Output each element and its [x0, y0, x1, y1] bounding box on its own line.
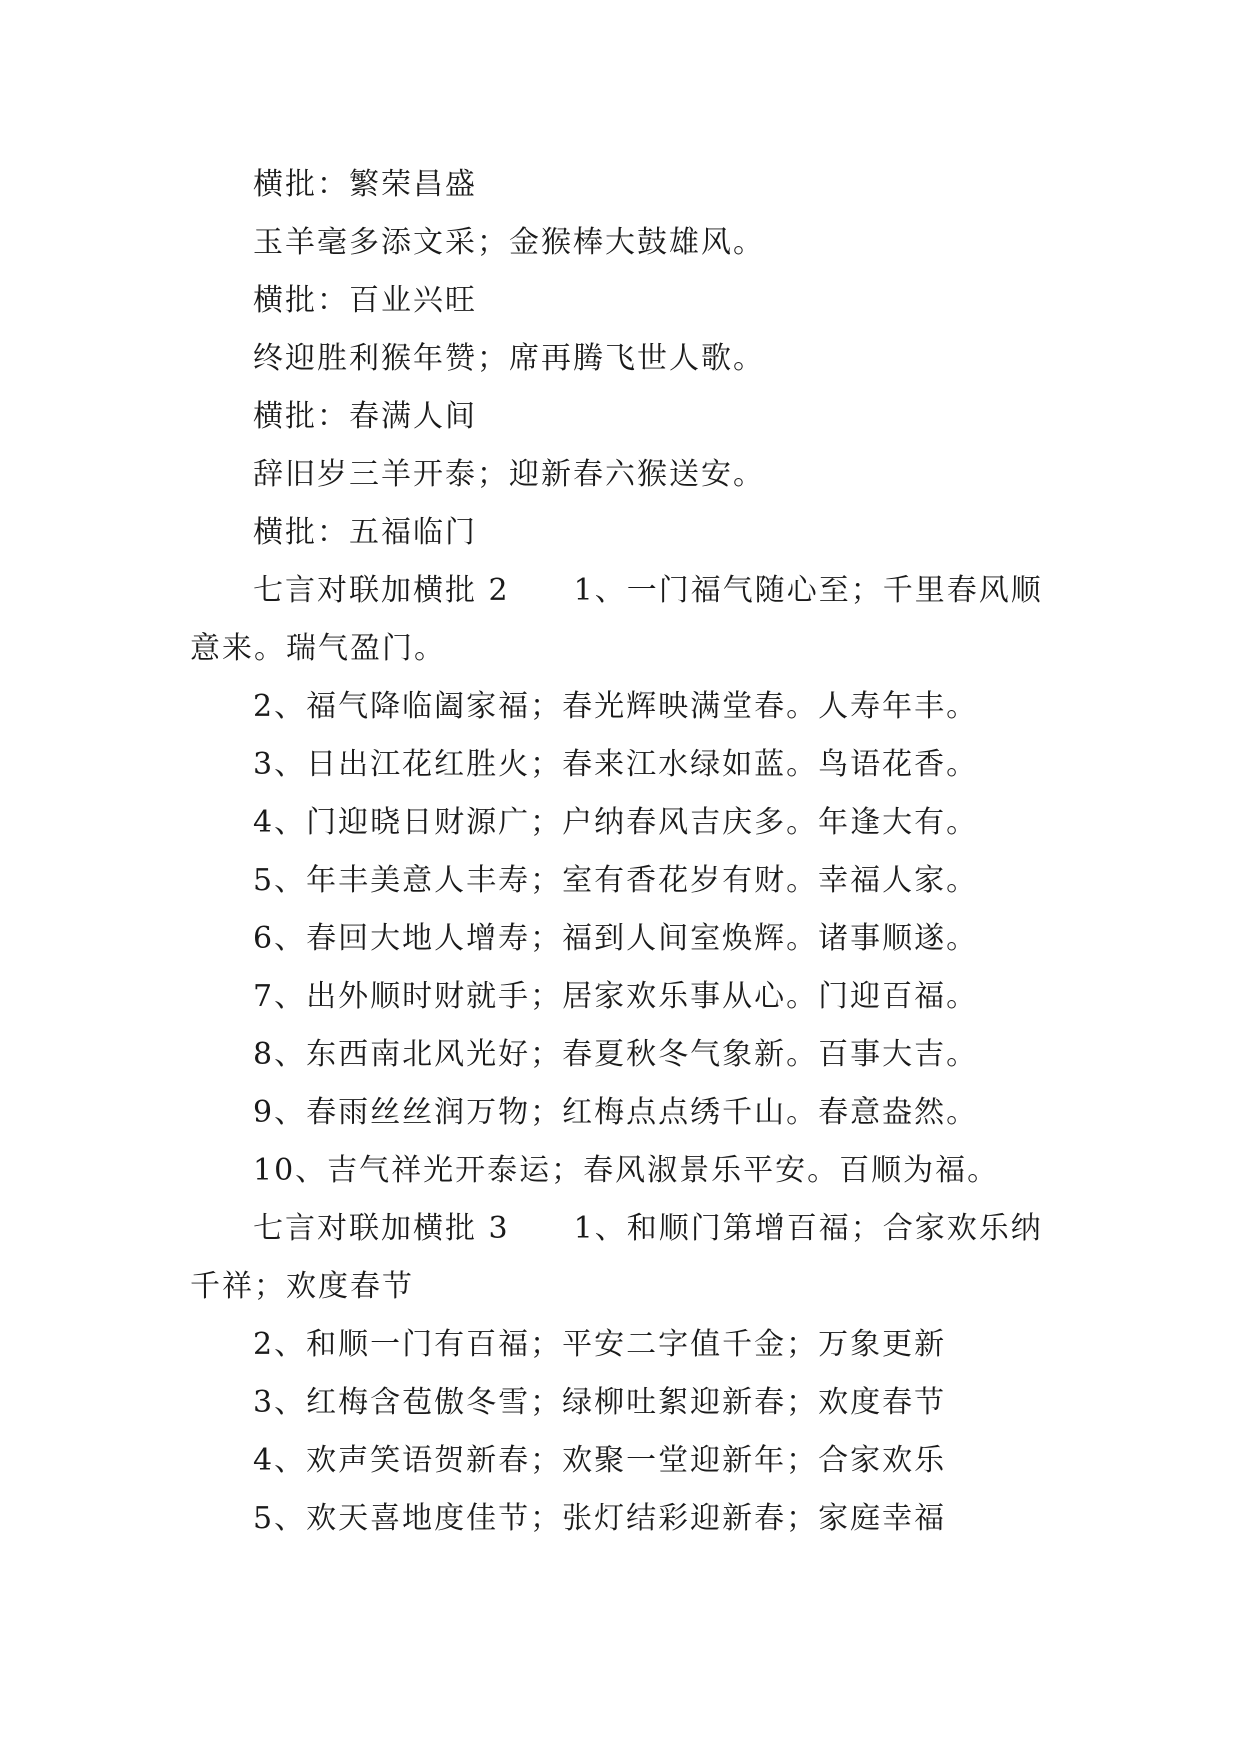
couplet-item: 2、和顺一门有百福；平安二字值千金；万象更新	[253, 1327, 947, 1362]
couplet-item: 6、春回大地人增寿；福到人间室焕辉。诸事顺遂。	[253, 921, 979, 956]
document-body	[190, 156, 1050, 1548]
couplet-item: 5、年丰美意人丰寿；室有香花岁有财。幸福人家。	[253, 863, 979, 898]
hengpi-line: 横批：春满人间	[253, 399, 477, 434]
section-3-heading-line: 七言对联加横批 3 1、和顺门第增百福；合家欢乐纳	[253, 1211, 1043, 1246]
hengpi-line: 横批：五福临门	[253, 515, 477, 550]
couplet-item: 7、出外顺时财就手；居家欢乐事从心。门迎百福。	[253, 979, 979, 1014]
couplet-item: 3、红梅含苞傲冬雪；绿柳吐絮迎新春；欢度春节	[253, 1385, 947, 1420]
section-2-heading-line: 七言对联加横批 2 1、一门福气随心至；千里春风顺	[253, 573, 1043, 608]
couplet-line: 辞旧岁三羊开泰；迎新春六猴送安。	[253, 457, 765, 492]
couplet-item: 8、东西南北风光好；春夏秋冬气象新。百事大吉。	[253, 1037, 979, 1072]
couplet-item: 10、吉气祥光开泰运；春风淑景乐平安。百顺为福。	[253, 1153, 1000, 1188]
couplet-item: 9、春雨丝丝润万物；红梅点点绣千山。春意盎然。	[253, 1095, 979, 1130]
couplet-line: 玉羊毫多添文采；金猴棒大鼓雄风。	[253, 225, 765, 260]
couplet-line: 终迎胜利猴年赞；席再腾飞世人歌。	[253, 341, 765, 376]
hengpi-line: 横批：繁荣昌盛	[253, 167, 477, 202]
couplet-item: 2、福气降临阖家福；春光辉映满堂春。人寿年丰。	[253, 689, 979, 724]
section-3-continuation-line: 千祥；欢度春节	[190, 1269, 414, 1304]
couplet-item: 3、日出江花红胜火；春来江水绿如蓝。鸟语花香。	[253, 747, 979, 782]
couplet-item: 4、欢声笑语贺新春；欢聚一堂迎新年；合家欢乐	[253, 1443, 947, 1478]
section-2-continuation-line: 意来。瑞气盈门。	[190, 631, 446, 666]
hengpi-line: 横批：百业兴旺	[253, 283, 477, 318]
couplet-item: 5、欢天喜地度佳节；张灯结彩迎新春；家庭幸福	[253, 1501, 947, 1536]
couplet-item: 4、门迎晓日财源广；户纳春风吉庆多。年逢大有。	[253, 805, 979, 840]
